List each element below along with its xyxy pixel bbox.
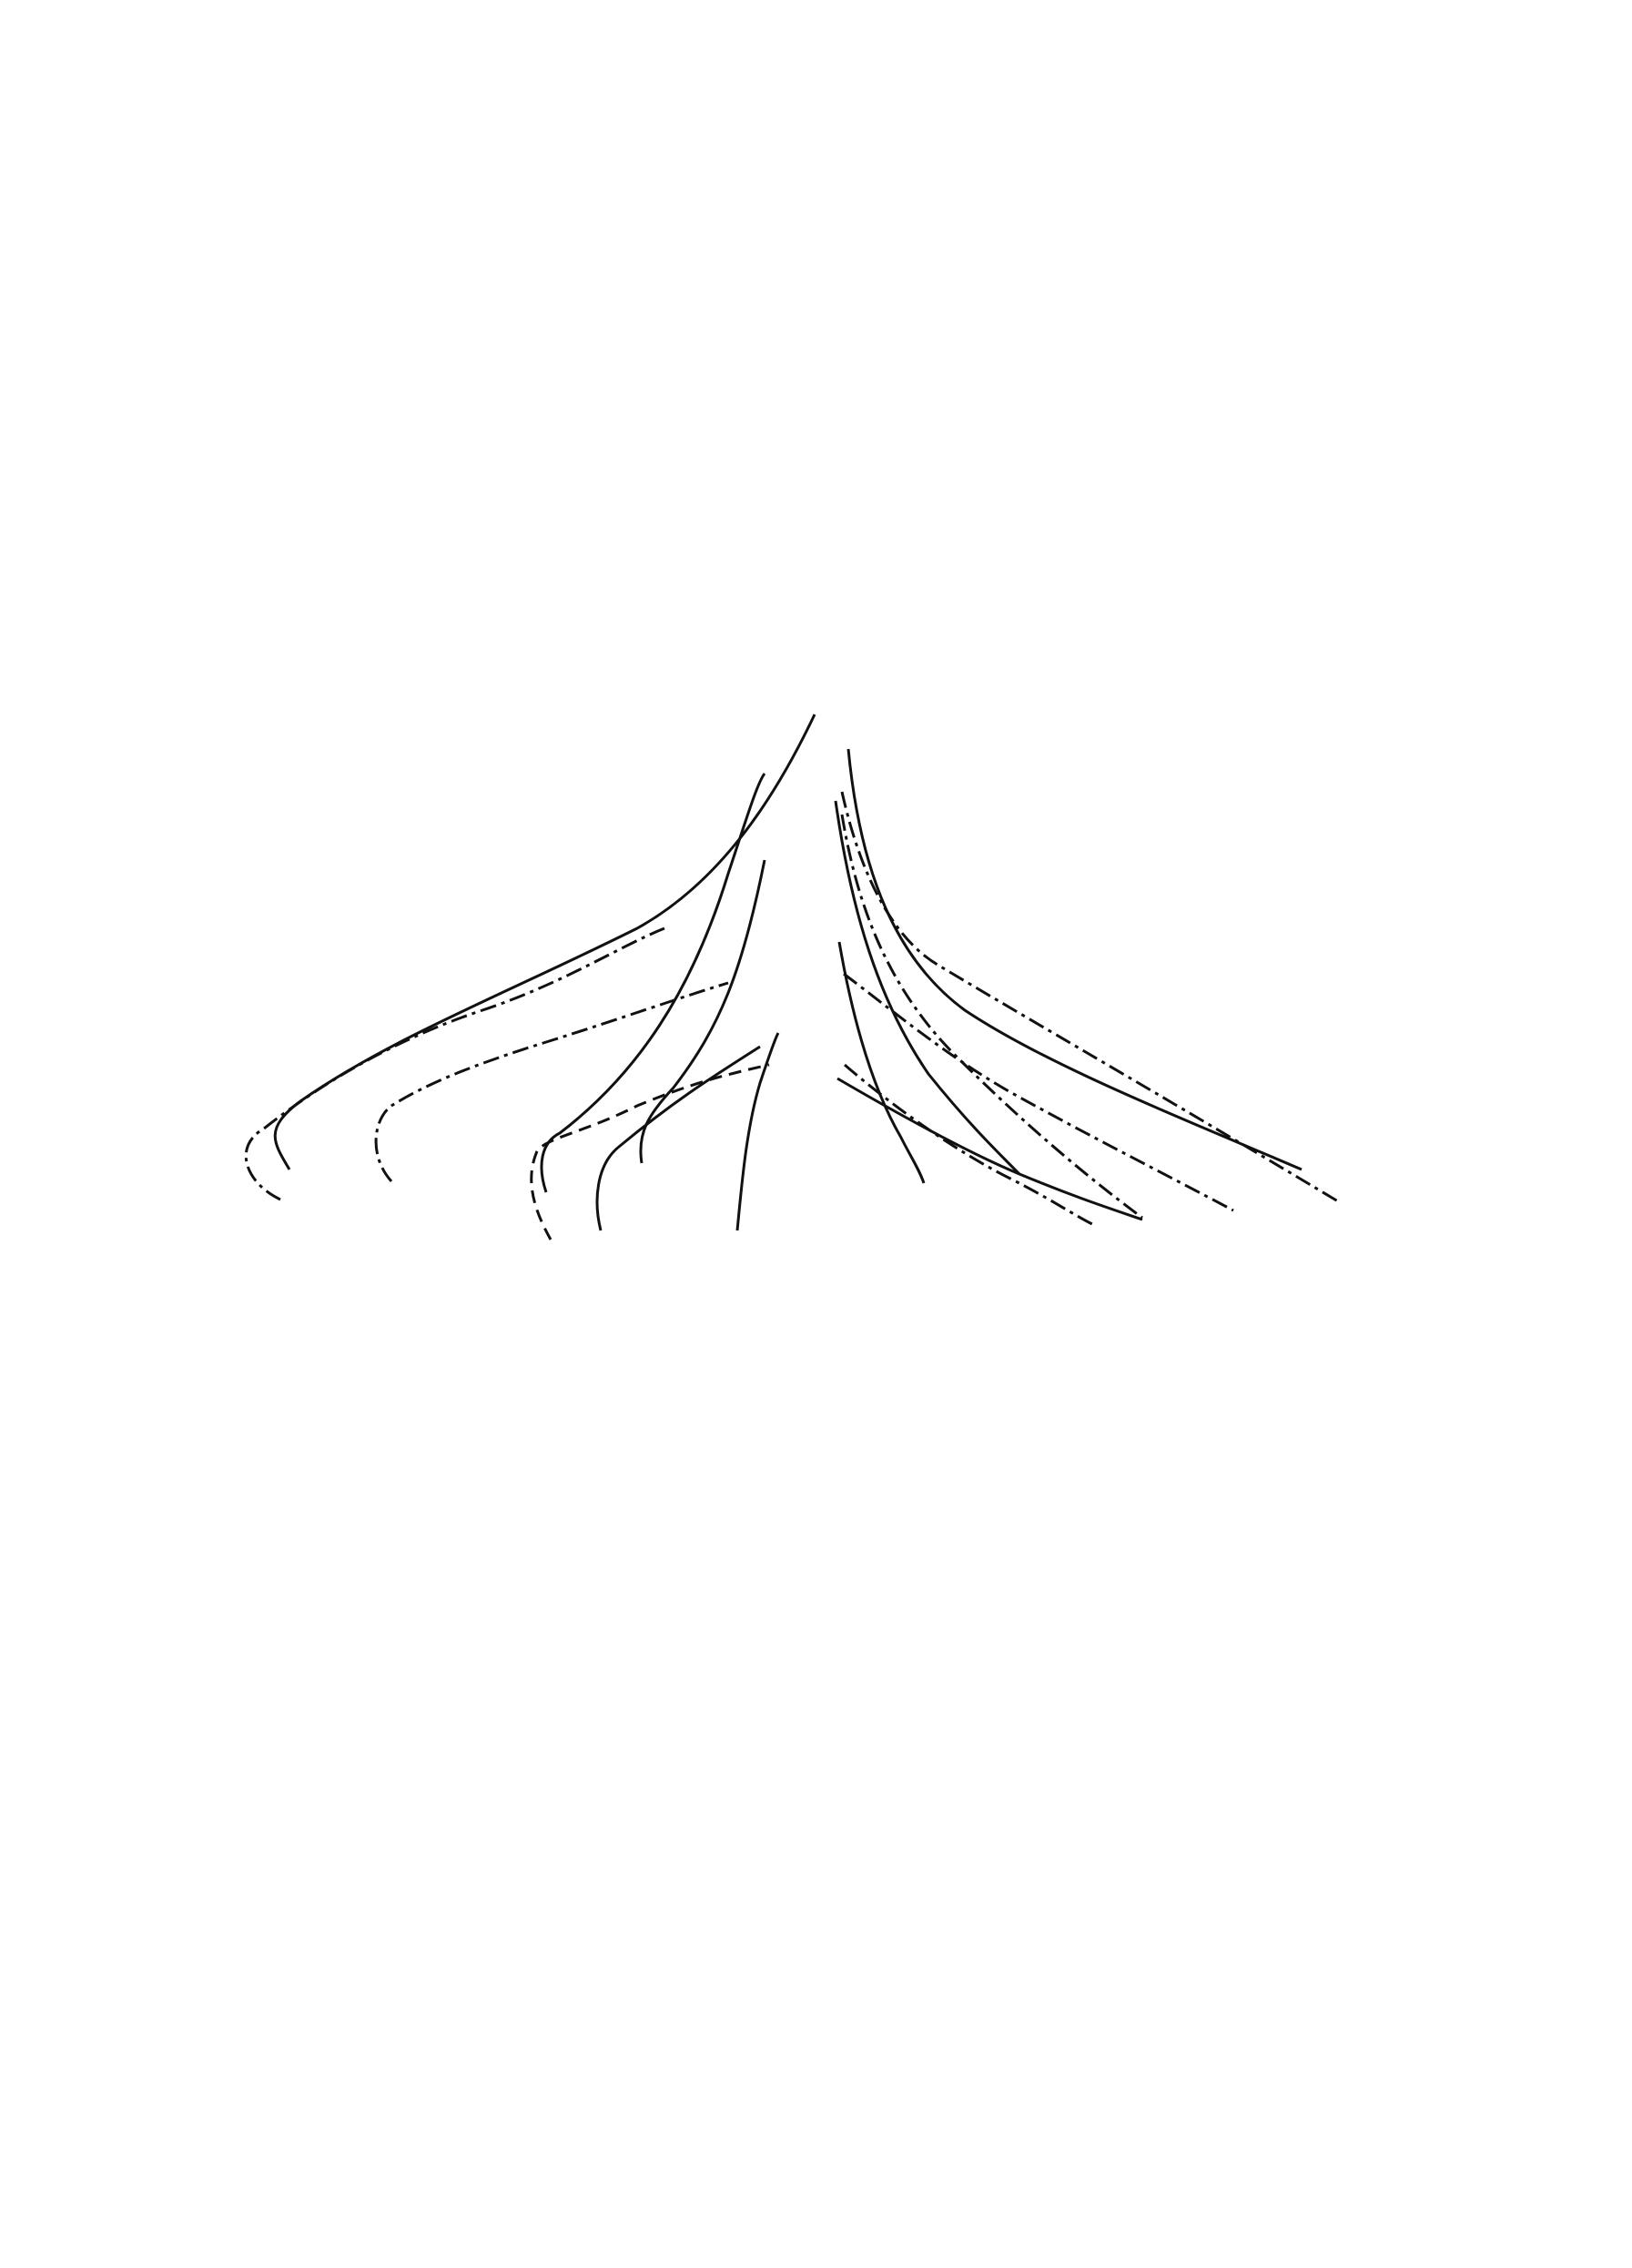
- figure-caption: [248, 1424, 1381, 1916]
- caption-line: [248, 1834, 1381, 1875]
- caption-line: [248, 1547, 1381, 1588]
- curves-panel-b: [836, 749, 1338, 1224]
- curve-a-3: [641, 860, 765, 1163]
- curves-panel-a: [246, 714, 815, 1240]
- caption-line: [248, 1752, 1381, 1793]
- caption-line: [248, 1670, 1381, 1711]
- curve-b-4: [839, 942, 924, 1183]
- curve-b-7: [842, 815, 1142, 1218]
- curve-a-1: [275, 714, 815, 1169]
- curve-b-1: [848, 749, 1302, 1169]
- caption-line: [248, 1588, 1381, 1629]
- caption-line: [248, 1424, 1381, 1465]
- curve-b-8: [845, 1065, 1092, 1224]
- caption-line: [248, 1629, 1381, 1670]
- curve-b-5: [842, 792, 1338, 1201]
- curve-a-4: [737, 1033, 778, 1230]
- curve-a-5: [246, 928, 664, 1200]
- caption-line: [248, 1506, 1381, 1547]
- curve-a-6: [376, 983, 728, 1181]
- caption-line: [248, 1465, 1381, 1506]
- caption-line: [248, 1875, 1381, 1916]
- caption-line: [248, 1711, 1381, 1752]
- caption-line: [248, 1793, 1381, 1834]
- curve-a-7: [532, 1065, 769, 1240]
- curve-b-6: [844, 974, 1233, 1210]
